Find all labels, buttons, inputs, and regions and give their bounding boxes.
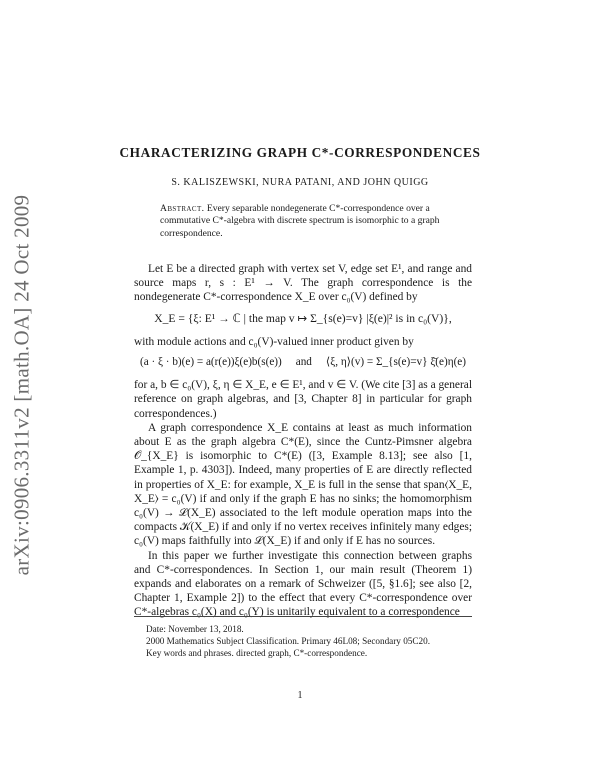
paragraph-4: A graph correspondence X_E contains at least as much information about E as the graph algebra C*(E), since the Cuntz-Pimsner algebra 𝒪_{X_E} is isomorphic to C*(E) ([3, Example 8.13]; see also [1, Example 1, p. 4303]). Indeed, many properties of E are directly reflected in properties of X_E: for example, X_E is full in the sense that span⟨X_E, X_E⟩ = c₀(V) if and only if the graph E has no sinks; the homomorphism c₀(V) → ℒ(X_E) associated to the left module operation maps into the compacts 𝒦(X_E) if and only if no vertex receives infinitely many edges; c₀(V) maps faithfully into ℒ(X_E) if and only if E has no sources. [134,421,472,548]
abstract-label: Abstract. [160,203,205,214]
equation-connector: and [295,356,312,369]
paper-title: CHARACTERIZING GRAPH C*-CORRESPONDENCES [119,145,481,160]
paragraph-1: Let E be a directed graph with vertex set V, edge set E¹, and range and source maps r, s : E¹ → V. The graph correspondence is the nondegenerate C*-correspondence X_E over c₀(V) defined by [134,263,472,304]
arxiv-stamp-text: arXiv:0906.3311v2 [math.OA] 24 Oct 2009 [9,194,34,576]
equation-module-actions [134,355,472,369]
equation-inner-product: ⟨ξ, η⟩(v) = Σ_{s(e)=v} ξ̄(e)η(e) [325,356,466,369]
paragraph-5: In this paper we further investigate this connection between graphs and C*-correspondences. In Section 1, our main result (Theorem 1) expands and elaborates on a remark of Schweizer ([5, §1.6]; see also [2, Chapter 1, Example 2]) to the effect that every C*-correspondence over C*-algebras c₀(X) and c₀(Y) is unitarily equivalent to a correspondence [134,549,472,619]
equation-module-action-left: (a · ξ · b)(e) = a(r(e))ξ(e)b(s(e)) [140,356,282,369]
abstract-text: Every separable nondegenerate C*-correspondence over a commutative C*-algebra with discrete spectrum is isomorphic to a graph correspondence. [160,203,440,239]
footnote-keywords: Key words and phrases. directed graph, C*-correspondence. [146,647,368,658]
equation-graph-correspondence: X_E = {ξ: E¹ → ℂ | the map v ↦ Σ_{s(e)=v} |ξ(e)|² is in c₀(V)}, [154,311,452,325]
footnotes [134,616,472,659]
arxiv-side-stamp [4,180,40,590]
abstract [160,203,450,240]
paper-body [134,262,472,620]
page-number: 1 [297,690,303,701]
paragraph-3: for a, b ∈ c₀(V), ξ, η ∈ X_E, e ∈ E¹, and v ∈ V. (We cite [3] as a general reference on graph algebras, and [3, Chapter 8] in particular for graph correspondences.) [134,379,472,420]
paper-authors: S. KALISZEWSKI, NURA PATANI, AND JOHN QUIGG [171,177,429,188]
footnote-msc: 2000 Mathematics Subject Classification. Primary 46L08; Secondary 05C20. [146,635,431,646]
footnote-date: Date: November 13, 2018. [146,624,244,634]
paragraph-2: with module actions and c₀(V)-valued inner product given by [134,335,414,348]
